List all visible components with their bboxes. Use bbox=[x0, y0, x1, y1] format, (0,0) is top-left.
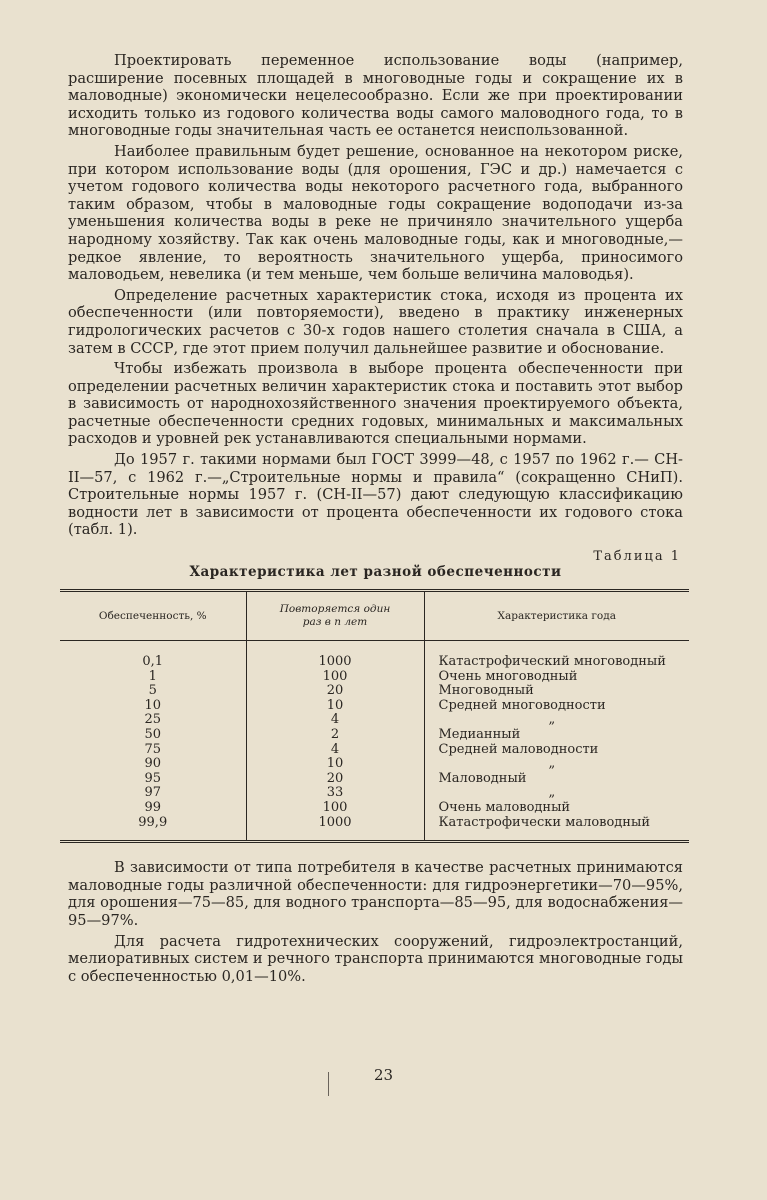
paragraph: Чтобы избежать произвола в выборе процента обеспеченности при определении расчетных величин характеристик стока и поставить этот выбор в зависимость от народнохозяйственного значения проектируемого объекта, расчетные обеспеченности средних годовых, минимальных и максимальных расходов и уровней рек устанавливаются специальными нормами. bbox=[68, 360, 683, 448]
table-cell: Средней многоводности bbox=[438, 697, 606, 713]
table-cell: 4 bbox=[330, 712, 340, 728]
header-recurrence: Повторяется один раз в n лет bbox=[246, 592, 424, 641]
table-cell: Катастрофический многоводный bbox=[438, 654, 666, 670]
table-cell: 10 bbox=[326, 697, 344, 713]
table-cell: 1000 bbox=[318, 654, 352, 670]
year-type-column bbox=[424, 641, 689, 841]
table-cell: Очень многоводный bbox=[438, 668, 578, 684]
table-body-row bbox=[60, 641, 689, 841]
table-cell: Очень маловодный bbox=[438, 799, 571, 815]
table-title: Характеристика лет разной обеспеченности bbox=[189, 564, 562, 581]
table-cell: 100 bbox=[322, 668, 348, 684]
table-cell: 100 bbox=[322, 799, 348, 815]
table-cell: Медианный bbox=[438, 727, 521, 742]
table-cell: 4 bbox=[330, 741, 340, 757]
table-cell: 2 bbox=[330, 727, 340, 742]
table-cell: 99,9 bbox=[138, 814, 168, 830]
table-cell: 99 bbox=[144, 799, 162, 815]
paragraph: Проектировать переменное использование воды (например, расширение посевных площадей в многоводные годы и сокращение их в маловодные) экономически нецелесообразно. Если же при проектировании исходить только из годового количества воды самого маловодного года, то в многоводные годы значительная часть ее останется неиспользованной. bbox=[68, 52, 683, 140]
table-cell: „ bbox=[548, 756, 556, 772]
paragraph: Для расчета гидротехнических сооружений, гидроэлектростанций, мелиоративных систем и речного транспорта принимаются многоводные годы с обеспеченностью 0,01—10%. bbox=[68, 932, 683, 985]
probability-column bbox=[60, 641, 246, 841]
table-cell: 50 bbox=[144, 727, 162, 742]
table-cell: 95 bbox=[144, 770, 162, 786]
page-number: 23 bbox=[373, 1066, 394, 1084]
table-frame bbox=[60, 589, 689, 843]
table-cell: Средней маловодности bbox=[438, 741, 599, 757]
table-cell: 0,1 bbox=[142, 654, 164, 670]
table-cell: Многоводный bbox=[438, 683, 534, 699]
table-cell: 10 bbox=[144, 697, 162, 713]
table-label: Таблица 1 bbox=[593, 549, 681, 565]
table-cell: 90 bbox=[144, 756, 162, 772]
table-cell: 75 bbox=[144, 741, 162, 757]
table-header-row bbox=[60, 592, 689, 641]
table-cell: „ bbox=[548, 712, 556, 728]
table-cell: 20 bbox=[326, 770, 344, 786]
table-cell: 10 bbox=[326, 756, 344, 772]
table-cell: 25 bbox=[144, 712, 162, 728]
paragraph: Определение расчетных характеристик стока, исходя из процента их обеспеченности (или повторяемости), введено в практику инженерных гидрологических расчетов с 30-х годов нашего столетия сначала в США, а затем в СССР, где этот прием получил дальнейшее развитие и обоснование. bbox=[68, 286, 683, 357]
table-cell: 20 bbox=[326, 683, 344, 699]
table-cell: 1000 bbox=[318, 814, 352, 830]
table-cell: 33 bbox=[326, 785, 344, 801]
probability-table bbox=[60, 592, 689, 840]
header-year-type: Характеристика года bbox=[424, 592, 689, 641]
header-probability: Обеспеченность, % bbox=[60, 592, 246, 641]
table-cell: 5 bbox=[148, 683, 157, 699]
paragraph: Наиболее правильным будет решение, основанное на некотором риске, при котором использование воды (для орошения, ГЭС и др.) намечается с учетом годового количества воды некоторого расчетного года, выбранного таким образом, чтобы в маловодные годы сокращение водоподачи из-за уменьшения количества воды в реке не причиняло значительного ущерба народному хозяйству. Так как очень маловодные годы, как и многоводные,— редкое явление, то вероятность значительного ущерба, приносимого маловодьем, невелика (и тем меньше, чем больше величина маловодья). bbox=[68, 142, 683, 284]
paragraph: В зависимости от типа потребителя в качестве расчетных принимаются маловодные годы различной обеспеченности: для гидроэнергетики—70—95%, для орошения—75—85, для водного транспорта—85—95, для водоснабжения—95—97%. bbox=[68, 859, 683, 929]
paragraph: До 1957 г. такими нормами был ГОСТ 3999—48, с 1957 по 1962 г.— СН-II—57, с 1962 г.—„Строительные нормы и правила“ (сокращенно СНиП). Строительные нормы 1957 г. (СН-II—57) дают следующую классификацию водности лет в зависимости от процента обеспеченности их годового стока (табл. 1). bbox=[68, 451, 683, 539]
table-cell: „ bbox=[548, 785, 556, 801]
recurrence-column bbox=[246, 641, 424, 841]
table-cell: 1 bbox=[148, 668, 157, 684]
table-cell: 97 bbox=[144, 785, 162, 801]
table-cell: Маловодный bbox=[438, 770, 527, 786]
table-cell: Катастрофически маловодный bbox=[438, 814, 650, 830]
